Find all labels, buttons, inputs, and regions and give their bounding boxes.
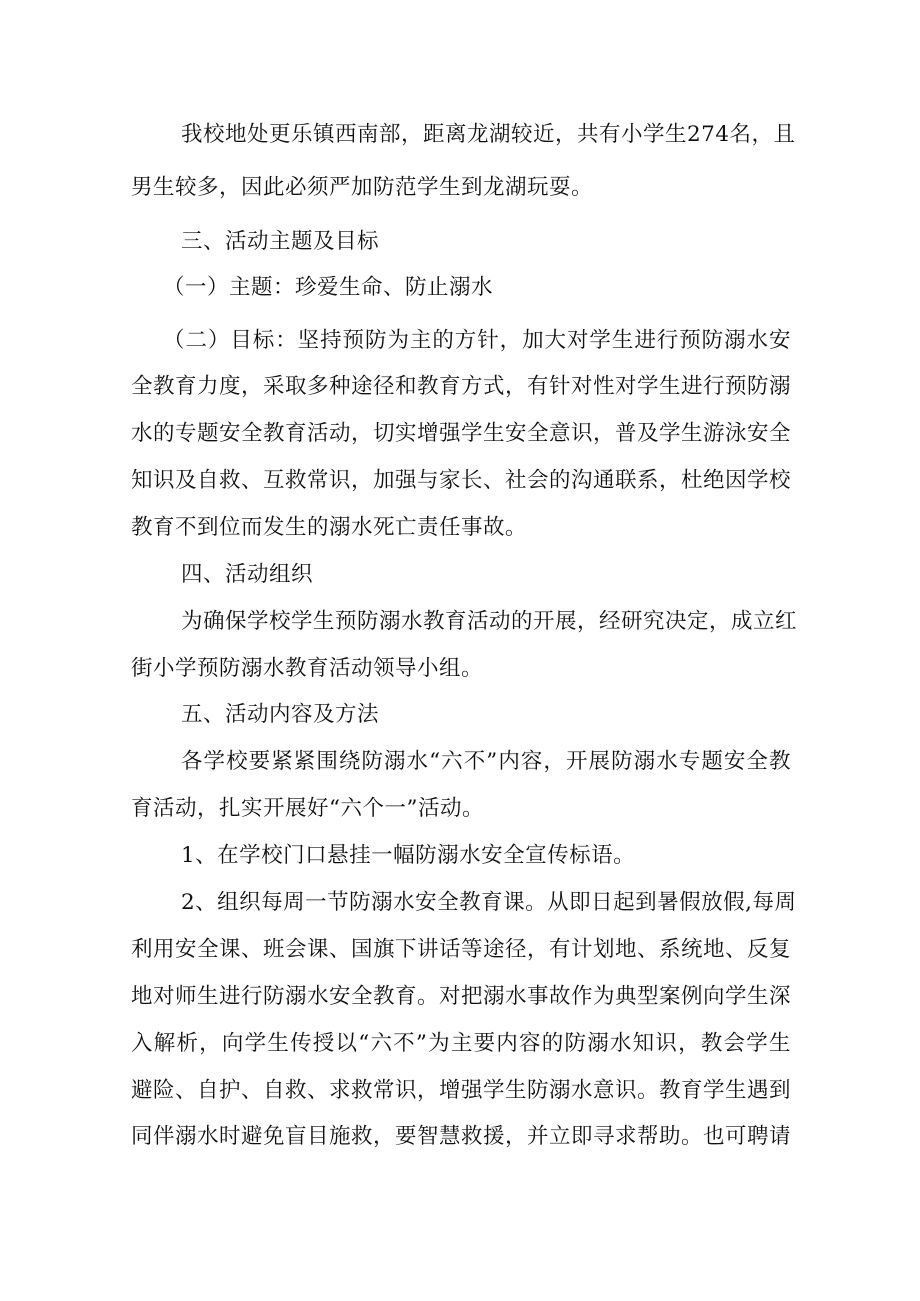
subsection-heading: （一）主题：珍爱生命、防止溺水 xyxy=(163,275,494,300)
paragraph-line: 为确保学校学生预防溺水教育活动的开展，经研究决定，成立红 xyxy=(181,609,798,634)
section-heading: 三、活动主题及目标 xyxy=(181,229,380,254)
paragraph-line: 全教育力度，采取多种途径和教育方式，有针对性对学生进行预防溺 xyxy=(131,374,792,399)
list-item: 1、在学校门口悬挂一幅防溺水安全宣传标语。 xyxy=(181,843,636,868)
paragraph-line: 知识及自救、互救常识，加强与家长、社会的沟通联系，杜绝因学校 xyxy=(131,468,792,493)
paragraph-line: 利用安全课、班会课、国旗下讲话等途径，有计划地、系统地、反复 xyxy=(131,937,792,962)
paragraph-line: （二）目标：坚持预防为主的方针，加大对学生进行预防溺水安 xyxy=(163,328,791,353)
paragraph-line: 育活动，扎实开展好“六个一”活动。 xyxy=(131,796,484,821)
paragraph-line: 入解析，向学生传授以“六不”为主要内容的防溺水知识，教会学生 xyxy=(131,1031,791,1056)
paragraph-line: 地对师生进行防溺水安全教育。对把溺水事故作为典型案例向学生深 xyxy=(131,984,792,1009)
paragraph-line: 水的专题安全教育活动，切实增强学生安全意识，普及学生游泳安全 xyxy=(131,421,792,446)
section-heading: 五、活动内容及方法 xyxy=(181,702,380,727)
paragraph-line: 避险、自护、自救、求救常识，增强学生防溺水意识。教育学生遇到 xyxy=(131,1078,792,1103)
paragraph-line: 各学校要紧紧围绕防溺水“六不”内容，开展防溺水专题安全教 xyxy=(181,749,791,774)
paragraph-line: 街小学预防溺水教育活动领导小组。 xyxy=(131,656,484,681)
paragraph-line: 教育不到位而发生的溺水死亡责任事故。 xyxy=(131,515,528,540)
list-item: 2、组织每周一节防溺水安全教育课。从即日起到暑假放假,每周 xyxy=(181,890,797,915)
paragraph-line: 同伴溺水时避免盲目施救，要智慧救援，并立即寻求帮助。也可聘请 xyxy=(131,1124,792,1149)
paragraph-line: 男生较多，因此必须严加防范学生到龙湖玩耍。 xyxy=(131,175,594,200)
section-heading: 四、活动组织 xyxy=(181,562,314,587)
paragraph-line: 我校地处更乐镇西南部，距离龙湖较近，共有小学生274名，且 xyxy=(181,122,796,147)
